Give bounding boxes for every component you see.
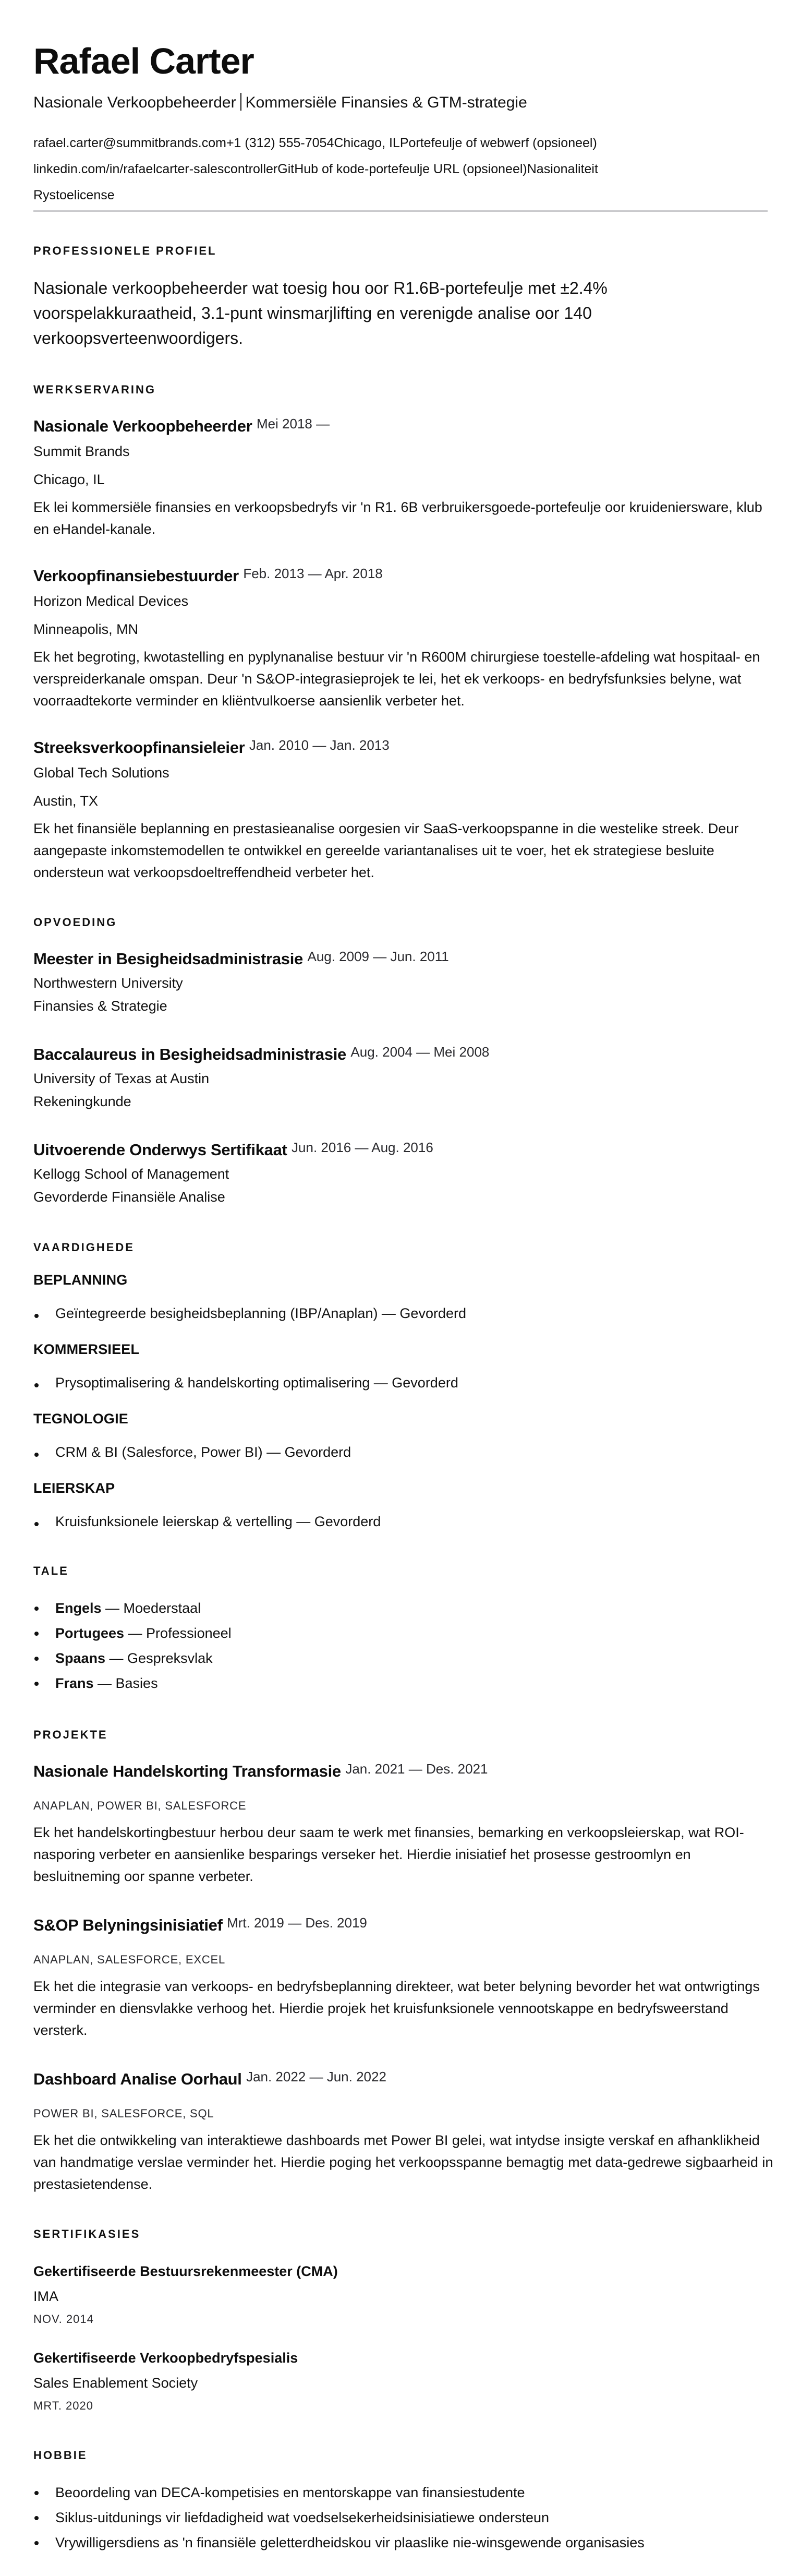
job-title: Streeksverkoopfinansieleier bbox=[33, 738, 245, 757]
project-item bbox=[33, 1913, 768, 2041]
certifications-section bbox=[33, 2227, 768, 2416]
school-name: Kellogg School of Management bbox=[33, 1166, 229, 1182]
certification-issuer: IMA bbox=[33, 2289, 59, 2304]
school-name: Northwestern University bbox=[33, 975, 183, 991]
project-tech-stack: ANAPLAN, SALESFORCE, EXCEL bbox=[33, 1953, 226, 1966]
hobby-list bbox=[33, 2480, 768, 2555]
contact-license: Rystoelicense bbox=[33, 188, 115, 202]
skill-group bbox=[33, 1480, 768, 1532]
section-title-hobbies: HOBBIE bbox=[33, 2449, 88, 2462]
skill-category: BEPLANNING bbox=[33, 1272, 128, 1288]
skill-group bbox=[33, 1272, 768, 1324]
language-name: Spaans bbox=[55, 1650, 106, 1666]
education-section bbox=[33, 916, 768, 1208]
job-title: Verkoopfinansiebestuurder bbox=[33, 567, 239, 585]
language-item bbox=[33, 1596, 768, 1621]
section-title-projects: PROJEKTE bbox=[33, 1728, 108, 1741]
hobby-item: Siklus-uitdunings vir liefdadigheid wat voedselsekerheidsinisiatiewe ondersteun bbox=[33, 2505, 768, 2530]
headline bbox=[33, 93, 768, 112]
skill-category: LEIERSKAP bbox=[33, 1480, 115, 1496]
contact-linkedin[interactable]: linkedin.com/in/rafaelcarter-salescontroller bbox=[33, 162, 278, 176]
language-item bbox=[33, 1646, 768, 1671]
certification-date: MRT. 2020 bbox=[33, 2399, 93, 2412]
hobbies-section bbox=[33, 2449, 768, 2555]
project-description: Ek het die ontwikkeling van interaktiewe dashboards met Power BI gelei, wat intydse insigte verskaf en afhanklikheid van handmatige verslae verminder het. Hierdie poging het verkoopsspanne bemagtig met data-gedrewe sigbaarheid in prestasietendense. bbox=[33, 2132, 773, 2192]
job-company: Summit Brands bbox=[33, 444, 130, 459]
degree-dates: Jun. 2016 — Aug. 2016 bbox=[292, 1140, 433, 1155]
language-item bbox=[33, 1621, 768, 1646]
skill-item: Geïntegreerde besigheidsbeplanning (IBP/Anaplan) — Gevorderd bbox=[33, 1303, 768, 1324]
certification-item bbox=[33, 2259, 768, 2330]
skill-group bbox=[33, 1411, 768, 1463]
contact-phone[interactable]: +1 (312) 555-7054 bbox=[226, 136, 334, 150]
project-dates: Jan. 2021 — Des. 2021 bbox=[345, 1761, 488, 1777]
degree-title: Baccalaureus in Besigheidsadministrasie bbox=[33, 1045, 346, 1063]
header-divider bbox=[33, 210, 768, 212]
education-item bbox=[33, 1043, 768, 1113]
project-description: Ek het handelskortingbestuur herbou deur saam te werk met finansies, bemarking en verkoopsleierskap, wat ROI-nasporing verbeter en aansienlike besparings verseker het. Hierdie inisiatief het prosesse gestroomlyn en besluitneming oor spanne verbeter. bbox=[33, 1825, 744, 1884]
job-dates: Jan. 2010 — Jan. 2013 bbox=[249, 737, 390, 753]
project-item bbox=[33, 2067, 773, 2195]
skills-section bbox=[33, 1241, 768, 1532]
job-location: Chicago, IL bbox=[33, 472, 105, 487]
skill-group bbox=[33, 1341, 768, 1393]
hobby-item: Beoordeling van DECA-kompetisies en mentorskappe van finansiestudente bbox=[33, 2480, 768, 2505]
language-level: — Basies bbox=[93, 1675, 158, 1691]
language-name: Engels bbox=[55, 1600, 102, 1616]
job-location: Minneapolis, MN bbox=[33, 621, 139, 637]
project-name: S&OP Belyningsinisiatief bbox=[33, 1916, 223, 1934]
project-name: Nasionale Handelskorting Transformasie bbox=[33, 1762, 341, 1780]
skill-item: Kruisfunksionele leierskap & vertelling — Gevorderd bbox=[33, 1511, 768, 1532]
degree-title: Meester in Besigheidsadministrasie bbox=[33, 950, 303, 968]
project-description: Ek het die integrasie van verkoops- en bedryfsbeplanning direkteer, wat beter belyning bevorder het wat ontwrigtings verminder en diensvlakke verhoog het. Hierdie projek het kruisfunksionele vennootskappe en bedryfsweerstand versterk. bbox=[33, 1979, 760, 2038]
contact-github[interactable]: GitHub of kode-portefeulje URL (opsioneel) bbox=[277, 162, 527, 176]
job-dates: Mei 2018 — bbox=[256, 416, 330, 432]
projects-section bbox=[33, 1728, 773, 2195]
language-item bbox=[33, 1671, 768, 1696]
project-dates: Mrt. 2019 — Des. 2019 bbox=[227, 1915, 367, 1931]
education-item bbox=[33, 947, 768, 1017]
school-name: University of Texas at Austin bbox=[33, 1071, 210, 1086]
education-item bbox=[33, 1138, 768, 1208]
profile-summary: Nasionale verkoopbeheerder wat toesig hou oor R1.6B-portefeulje met ±2.4% voorspelakkuraatheid, 3.1-punt winsmarjlifting en verenigde analise oor 140 verkoopsverteenwoordigers. bbox=[33, 279, 608, 348]
experience-item bbox=[33, 564, 768, 712]
certification-item bbox=[33, 2345, 768, 2416]
job-company: Horizon Medical Devices bbox=[33, 593, 189, 609]
skill-item: Prysoptimalisering & handelskorting optimalisering — Gevorderd bbox=[33, 1372, 768, 1393]
project-tech-stack: POWER BI, SALESFORCE, SQL bbox=[33, 2107, 214, 2120]
project-tech-stack: ANAPLAN, POWER BI, SALESFORCE bbox=[33, 1799, 247, 1812]
study-field: Finansies & Strategie bbox=[33, 998, 167, 1014]
headline-role: Nasionale Verkoopbeheerder bbox=[33, 94, 236, 111]
experience-section bbox=[33, 383, 768, 883]
degree-title: Uitvoerende Onderwys Sertifikaat bbox=[33, 1141, 287, 1159]
section-title-education: OPVOEDING bbox=[33, 916, 117, 929]
experience-item bbox=[33, 414, 768, 540]
certification-issuer: Sales Enablement Society bbox=[33, 2375, 198, 2391]
section-title-experience: WERKSERVARING bbox=[33, 383, 156, 396]
contact-line-1 bbox=[33, 130, 768, 156]
language-name: Frans bbox=[55, 1675, 94, 1691]
certification-date: NOV. 2014 bbox=[33, 2313, 94, 2326]
job-location: Austin, TX bbox=[33, 793, 99, 809]
project-dates: Jan. 2022 — Jun. 2022 bbox=[246, 2069, 386, 2084]
language-level: — Professioneel bbox=[124, 1625, 232, 1641]
resume-header bbox=[33, 43, 768, 212]
hobby-item: Vrywilligersdiens as 'n finansiële geletterdheidskou vir plaaslike nie-winsgewende organisasies bbox=[33, 2530, 768, 2555]
contact-line-2 bbox=[33, 156, 768, 182]
language-name: Portugees bbox=[55, 1625, 125, 1641]
section-title-languages: TALE bbox=[33, 1564, 69, 1577]
degree-dates: Aug. 2004 — Mei 2008 bbox=[350, 1044, 490, 1060]
language-level: — Gespreksvlak bbox=[105, 1650, 213, 1666]
project-name: Dashboard Analise Oorhaul bbox=[33, 2070, 242, 2088]
headline-separator bbox=[240, 93, 241, 111]
certification-name: Gekertifiseerde Bestuursrekenmeester (CMA) bbox=[33, 2263, 338, 2279]
project-item bbox=[33, 1759, 768, 1887]
certification-name: Gekertifiseerde Verkoopbedryfspesialis bbox=[33, 2350, 298, 2366]
job-title: Nasionale Verkoopbeheerder bbox=[33, 417, 252, 435]
job-description: Ek het begroting, kwotastelling en pyplynanalise bestuur vir 'n R600M chirurgiese toestelle-afdeling wat hospitaal- en verspreiderkanale omspan. Deur 'n S&OP-integrasieprojek te lei, het ek verkoops- en bedryfsfunksies belyne, wat voorraadtekorte verminder en kliëntvulkoerse aansienlik verbeter het. bbox=[33, 649, 760, 709]
skill-category: KOMMERSIEEL bbox=[33, 1341, 140, 1357]
contact-email[interactable]: rafael.carter@summitbrands.com bbox=[33, 136, 226, 150]
experience-item bbox=[33, 736, 768, 883]
job-dates: Feb. 2013 — Apr. 2018 bbox=[243, 566, 383, 581]
study-field: Rekeningkunde bbox=[33, 1094, 131, 1109]
language-list bbox=[33, 1596, 768, 1696]
contact-location: Chicago, IL bbox=[334, 136, 400, 150]
study-field: Gevorderde Finansiële Analise bbox=[33, 1189, 225, 1205]
job-company: Global Tech Solutions bbox=[33, 765, 169, 781]
contact-nationality: Nasionaliteit bbox=[527, 162, 598, 176]
job-description: Ek het finansiële beplanning en prestasieanalise oorgesien vir SaaS-verkoopspanne in die westelike streek. Deur aangepaste inkomstemodellen te ontwikkel en gereelde variantanalises uit te voer, het ek strategiese besluite ondersteun wat verkoopsdoeltreffendheid verbeter het. bbox=[33, 821, 739, 880]
candidate-name: Rafael Carter bbox=[33, 41, 254, 81]
contact-portfolio[interactable]: Portefeulje of webwerf (opsioneel) bbox=[399, 136, 597, 150]
skill-item: CRM & BI (Salesforce, Power BI) — Gevorderd bbox=[33, 1442, 768, 1463]
job-description: Ek lei kommersiële finansies en verkoopsbedryfs vir 'n R1. 6B verbruikersgoede-portefeulje oor kruideniersware, klub en eHandel-kanale. bbox=[33, 499, 762, 537]
headline-focus: Kommersiële Finansies & GTM-strategie bbox=[245, 94, 527, 111]
section-title-certifications: SERTIFIKASIES bbox=[33, 2227, 141, 2240]
section-title-skills: VAARDIGHEDE bbox=[33, 1241, 135, 1254]
languages-section bbox=[33, 1564, 768, 1696]
profile-section bbox=[33, 244, 768, 351]
contact-line-3 bbox=[33, 182, 768, 208]
degree-dates: Aug. 2009 — Jun. 2011 bbox=[307, 949, 449, 964]
skill-category: TEGNOLOGIE bbox=[33, 1411, 129, 1427]
language-level: — Moederstaal bbox=[101, 1600, 201, 1616]
section-title-profile: PROFESSIONELE PROFIEL bbox=[33, 244, 217, 257]
